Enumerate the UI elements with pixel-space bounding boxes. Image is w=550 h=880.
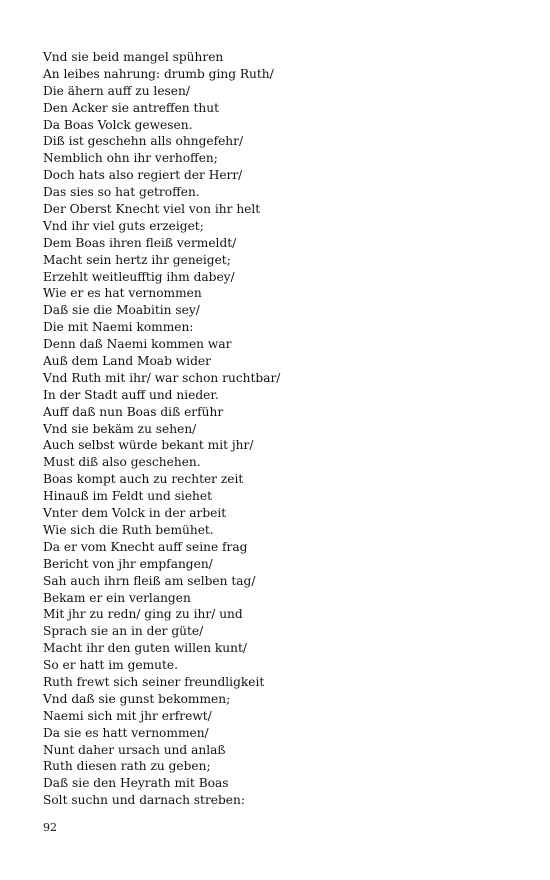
poem-line: Vnter dem Volck in der arbeit [43, 506, 227, 521]
poem-line: Wie er es hat vernommen [43, 286, 202, 301]
poem-line: Macht sein hertz ihr geneiget; [43, 252, 231, 267]
poem-line: Naemi sich mit jhr erfrewt/ [43, 708, 212, 723]
poem-line: In der Stadt auff und nieder. [43, 387, 219, 402]
poem-text [43, 49, 280, 809]
poem-line: Vnd Ruth mit ihr/ war schon ruchtbar/ [43, 370, 281, 385]
poem-line: Hinauß im Feldt und siehet [43, 489, 213, 504]
poem-line: Das sies so hat getroffen. [43, 185, 200, 200]
poem-line: Vnd sie beid mangel spühren [43, 50, 224, 64]
poem-line: So er hatt im gemute. [43, 658, 178, 673]
poem-line: An leibes nahrung: drumb ging Ruth/ [43, 66, 274, 81]
poem-line: Boas kompt auch zu rechter zeit [43, 472, 244, 487]
poem-line: Must diß also geschehen. [43, 455, 201, 470]
poem-line: Solt suchn und darnach streben: [43, 793, 245, 808]
poem-line: Der Oberst Knecht viel von ihr helt [43, 202, 261, 217]
poem-line: Wie sich die Ruth bemühet. [43, 522, 214, 537]
poem-line: Ruth diesen rath zu geben; [43, 759, 211, 774]
poem-line: Auß dem Land Moab wider [43, 354, 211, 369]
poem-line: Vnd sie bekäm zu sehen/ [43, 421, 197, 436]
poem-line: Diß ist geschehn alls ohngefehr/ [43, 134, 244, 149]
poem-line: Auch selbst würde bekant mit jhr/ [43, 438, 254, 453]
poem-line: Macht ihr den guten willen kunt/ [43, 641, 248, 656]
poem-line: Dem Boas ihren fleiß vermeldt/ [43, 235, 237, 250]
poem-line: Vnd ihr viel guts erzeiget; [43, 218, 204, 233]
poem-line: Ruth frewt sich seiner freundligkeit [43, 674, 265, 689]
poem-line: Sah auch ihrn fleiß am selben tag/ [43, 573, 256, 588]
poem-line: Da Boas Volck gewesen. [43, 117, 193, 132]
poem-line: Den Acker sie antreffen thut [43, 100, 220, 115]
poem-line: Sprach sie an in der güte/ [43, 624, 204, 639]
poem-line: Bekam er ein verlangen [43, 590, 191, 605]
poem-line: Denn daß Naemi kommen war [43, 337, 232, 352]
poem-line: Bericht von jhr empfangen/ [43, 556, 213, 571]
poem-line: Die ähern auff zu lesen/ [43, 83, 190, 98]
poem-line: Da er vom Knecht auff seine frag [43, 539, 248, 554]
poem-line: Vnd daß sie gunst bekommen; [43, 691, 231, 706]
poem-line: Die mit Naemi kommen: [43, 320, 194, 335]
poem-line: Nemblich ohn ihr verhoffen; [43, 151, 218, 166]
page-number: 92 [43, 821, 57, 834]
poem-line: Mit jhr zu redn/ ging zu ihr/ und [43, 607, 243, 622]
poem-line: Daß sie die Moabitin sey/ [43, 303, 200, 318]
poem-line: Daß sie den Heyrath mit Boas [43, 776, 229, 791]
poem-line: Auff daß nun Boas diß erführ [43, 404, 224, 419]
poem-line: Doch hats also regiert der Herr/ [43, 168, 243, 183]
poem-line: Nunt daher ursach und anlaß [43, 742, 226, 757]
poem-line: Da sie es hatt vernommen/ [43, 725, 209, 740]
poem-line: Erzehlt weitleufftig ihm dabey/ [43, 269, 235, 284]
